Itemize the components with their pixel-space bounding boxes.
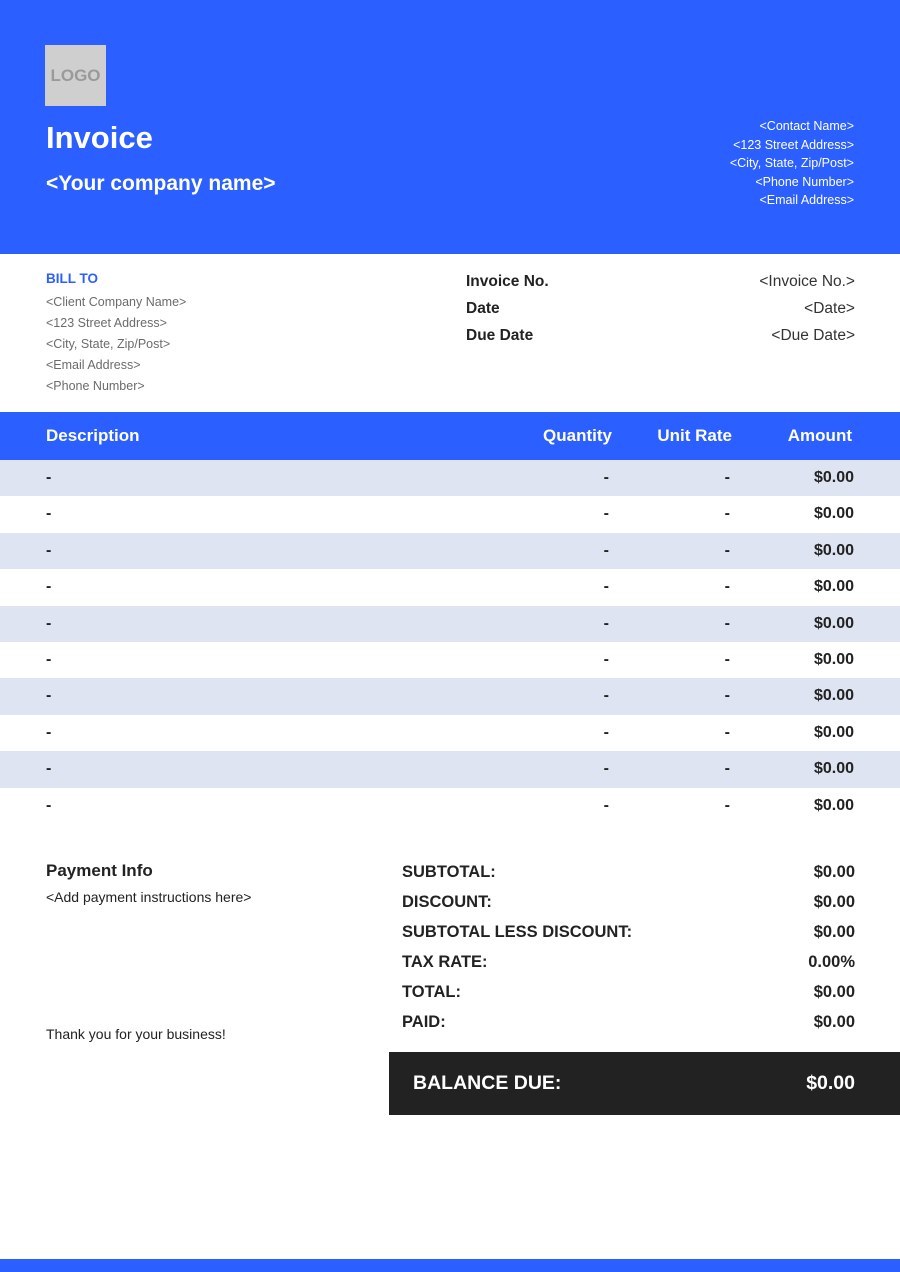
row-unit-rate: -: [724, 614, 730, 632]
thank-you-note: Thank you for your business!: [46, 1026, 226, 1042]
row-amount: $0.00: [813, 796, 854, 814]
contact-street: <123 Street Address>: [733, 137, 854, 152]
contact-phone: <Phone Number>: [755, 174, 854, 189]
table-row: [0, 751, 900, 787]
client-street: <123 Street Address>: [46, 316, 167, 330]
totals-value: $0.00: [813, 893, 855, 911]
totals-block: [402, 858, 855, 1038]
invoice-meta: [466, 270, 855, 351]
client-city: <City, State, Zip/Post>: [46, 337, 171, 351]
totals-value: $0.00: [813, 1013, 855, 1031]
totals-value: 0.00%: [808, 953, 855, 971]
bill-to-block: [46, 271, 186, 397]
meta-row-due-date: [466, 324, 855, 351]
row-amount: $0.00: [813, 650, 854, 668]
row-description: -: [46, 650, 52, 668]
table-row: [0, 496, 900, 532]
row-amount: $0.00: [813, 614, 854, 632]
table-row: [0, 715, 900, 751]
row-unit-rate: -: [724, 687, 730, 705]
invoice-title: Invoice: [46, 120, 153, 155]
client-company: <Client Company Name>: [46, 295, 187, 309]
row-quantity: -: [603, 723, 609, 741]
row-unit-rate: -: [724, 760, 730, 778]
description-header: Description: [46, 426, 140, 445]
row-description: -: [46, 760, 52, 778]
row-unit-rate: -: [724, 796, 730, 814]
row-quantity: -: [603, 760, 609, 778]
table-row: [0, 460, 900, 496]
unit-rate-header: Unit Rate: [657, 426, 732, 445]
footer-accent-bar: [0, 1259, 900, 1272]
balance-due-label: BALANCE DUE:: [413, 1072, 562, 1094]
totals-value: $0.00: [813, 923, 855, 941]
row-amount: $0.00: [813, 687, 854, 705]
bill-to-label: BILL TO: [46, 271, 99, 286]
row-description: -: [46, 687, 52, 705]
totals-value: $0.00: [813, 863, 855, 881]
table-row: [0, 788, 900, 824]
payment-info-title: Payment Info: [46, 861, 153, 880]
row-description: -: [46, 578, 52, 596]
row-description: -: [46, 723, 52, 741]
table-row: [0, 569, 900, 605]
logo-text: LOGO: [50, 65, 101, 85]
row-amount: $0.00: [813, 505, 854, 523]
totals-row: [402, 1008, 855, 1038]
row-description: -: [46, 796, 52, 814]
due-date-value: <Due Date>: [771, 327, 855, 344]
date-value: <Date>: [804, 300, 855, 317]
line-items-table: [0, 460, 900, 824]
row-amount: $0.00: [813, 541, 854, 559]
amount-header: Amount: [787, 426, 852, 445]
contact-email: <Email Address>: [759, 193, 854, 207]
row-description: -: [46, 469, 52, 486]
row-unit-rate: -: [724, 505, 730, 523]
invoice-no-value: <Invoice No.>: [759, 273, 855, 290]
row-quantity: -: [603, 650, 609, 668]
logo-placeholder: [45, 45, 106, 106]
totals-row: [402, 918, 855, 948]
quantity-header: Quantity: [543, 426, 612, 445]
totals-row: [402, 888, 855, 918]
totals-row: [402, 948, 855, 978]
meta-row-invoice-no: [466, 270, 855, 297]
row-unit-rate: -: [724, 469, 730, 486]
row-unit-rate: -: [724, 578, 730, 596]
row-unit-rate: -: [724, 650, 730, 668]
table-row: [0, 606, 900, 642]
row-description: -: [46, 614, 52, 632]
table-row: [0, 642, 900, 678]
invoice-header: [0, 0, 900, 254]
row-description: -: [46, 505, 52, 523]
totals-label: TAX RATE:: [402, 953, 488, 971]
balance-due-value: $0.00: [806, 1072, 855, 1094]
balance-due-bar: [389, 1052, 900, 1115]
due-date-label: Due Date: [466, 327, 534, 344]
meta-row-date: [466, 297, 855, 324]
row-unit-rate: -: [724, 723, 730, 741]
table-row: [0, 678, 900, 714]
totals-row: [402, 978, 855, 1008]
row-description: -: [46, 541, 52, 559]
table-row: [0, 533, 900, 569]
company-name: <Your company name>: [46, 172, 276, 195]
row-quantity: -: [603, 614, 609, 632]
row-quantity: -: [603, 687, 609, 705]
row-quantity: -: [603, 796, 609, 814]
row-amount: $0.00: [813, 723, 854, 741]
row-quantity: -: [603, 469, 609, 486]
invoice-no-label: Invoice No.: [466, 273, 549, 290]
totals-label: PAID:: [402, 1013, 446, 1031]
client-email: <Email Address>: [46, 358, 141, 372]
contact-name: <Contact Name>: [759, 119, 854, 133]
client-phone: <Phone Number>: [46, 379, 145, 393]
row-amount: $0.00: [813, 760, 854, 778]
payment-instructions: <Add payment instructions here>: [46, 889, 252, 905]
payment-info-block: [46, 861, 251, 905]
totals-label: SUBTOTAL:: [402, 863, 496, 881]
row-quantity: -: [603, 505, 609, 523]
sender-contact-block: [730, 117, 854, 210]
row-quantity: -: [603, 541, 609, 559]
row-amount: $0.00: [813, 469, 854, 486]
row-amount: $0.00: [813, 578, 854, 596]
contact-city: <City, State, Zip/Post>: [729, 156, 854, 170]
totals-label: SUBTOTAL LESS DISCOUNT:: [402, 923, 633, 941]
date-label: Date: [466, 300, 500, 317]
totals-row: [402, 858, 855, 888]
totals-value: $0.00: [813, 983, 855, 1001]
totals-label: TOTAL:: [402, 983, 461, 1001]
row-unit-rate: -: [724, 541, 730, 559]
row-quantity: -: [603, 578, 609, 596]
line-items-header: [0, 412, 900, 460]
totals-label: DISCOUNT:: [402, 893, 492, 911]
